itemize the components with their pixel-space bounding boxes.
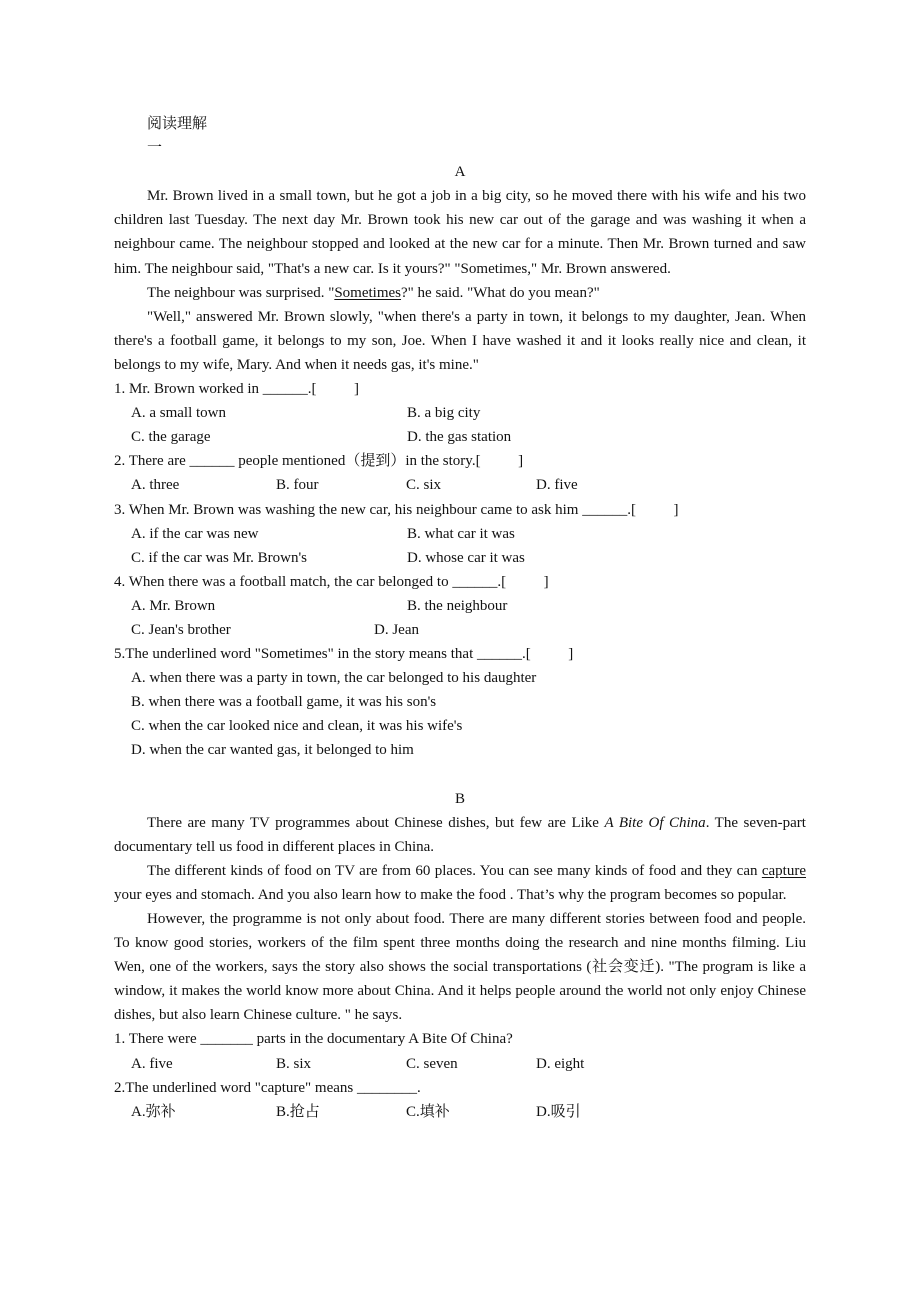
- passage-b-paragraph-2: The different kinds of food on TV are from 60 places. You can see many kinds of food and they can capture your eyes and stomach. And you also learn how to make the food . That’s why the program becomes so popular.: [114, 862, 806, 903]
- underlined-word-sometimes: Sometimes: [334, 284, 402, 301]
- passage-a-label: A: [454, 164, 466, 181]
- option: C. Jean's brother: [131, 621, 231, 638]
- option: A.弥补: [131, 1103, 176, 1120]
- question-a3: 3. When Mr. Brown was washing the new car, his neighbour came to ask him ______.[ ]: [114, 501, 679, 518]
- option: B. four: [276, 477, 319, 494]
- option: B.抢占: [276, 1103, 320, 1120]
- option: C. the garage: [131, 429, 211, 446]
- option: A. Mr. Brown: [131, 597, 216, 614]
- passage-a-paragraph-3: "Well," answered Mr. Brown slowly, "when there's a party in town, it belongs to my daughter, Jean. When there's a football game, it belongs to my son, Joe. When I have washed it and it looks really nice and clean, it belongs to my wife, Mary. And when it needs gas, it's mine.": [114, 308, 806, 373]
- option: D.吸引: [536, 1103, 581, 1120]
- option: A. when there was a party in town, the car belonged to his daughter: [131, 670, 537, 687]
- option: D. whose car it was: [407, 549, 525, 566]
- passage-b-paragraph-1: There are many TV programmes about Chinese dishes, but few are Like A Bite Of China. The seven-part documentary tell us food in different places in China.: [114, 814, 806, 855]
- option: D. five: [536, 477, 578, 494]
- option: C.填补: [406, 1103, 450, 1120]
- passage-a-paragraph-2: The neighbour was surprised. "Sometimes?" he said. "What do you mean?": [147, 284, 600, 301]
- program-title: A Bite Of China: [604, 814, 706, 831]
- question-a1: 1. Mr. Brown worked in ______.[ ]: [114, 381, 359, 398]
- question-b2: 2.The underlined word "capture" means ________.: [114, 1079, 421, 1096]
- question-b2-options: [131, 1100, 806, 1124]
- option: D. when the car wanted gas, it belonged to him: [131, 742, 414, 759]
- question-a1-options: [131, 401, 806, 449]
- underlined-word-capture: capture: [761, 862, 806, 879]
- section-number: 一: [147, 140, 163, 157]
- option: C. if the car was Mr. Brown's: [131, 549, 308, 566]
- option: B. when there was a football game, it was his son's: [131, 694, 437, 711]
- passage-b-paragraph-3: However, the programme is not only about food. There are many different stories between food and people. To know good stories, workers of the film spent three months doing the research and nine months filming. Liu Wen, one of the workers, says the story also shows the social transportations (社会变迁). "The program is like a window, it makes the world know more about China. And it helps people around the world not only enjoy Chinese dishes, but also learn Chinese culture. " he says.: [114, 911, 806, 1024]
- question-a2: 2. There are ______ people mentioned（提到）in the story.[ ]: [114, 453, 524, 470]
- question-a4-options-row2: [131, 618, 806, 642]
- option: A. five: [131, 1055, 173, 1072]
- option: B. what car it was: [407, 525, 515, 542]
- option: D. eight: [536, 1055, 585, 1072]
- option: C. seven: [406, 1055, 458, 1072]
- option: A. a small town: [131, 405, 226, 422]
- document-page: [114, 112, 806, 1124]
- option: C. when the car looked nice and clean, it was his wife's: [131, 718, 463, 735]
- question-a4-options: [131, 594, 806, 618]
- option: C. six: [406, 477, 442, 494]
- option: B. six: [276, 1055, 312, 1072]
- option: B. the neighbour: [407, 597, 508, 614]
- question-a5: 5.The underlined word "Sometimes" in the story means that ______.[ ]: [114, 646, 574, 663]
- option: A. three: [131, 477, 180, 494]
- question-a3-options: [131, 522, 806, 570]
- option: D. Jean: [374, 621, 419, 638]
- option: A. if the car was new: [131, 525, 259, 542]
- question-a4: 4. When there was a football match, the car belonged to ______.[ ]: [114, 573, 549, 590]
- section-title: 阅读理解: [147, 116, 208, 132]
- question-a2-options: [131, 473, 806, 497]
- passage-b-label: B: [454, 790, 465, 807]
- option: B. a big city: [407, 405, 481, 422]
- option: D. the gas station: [407, 429, 512, 446]
- question-b1-options: [131, 1052, 806, 1076]
- question-b1: 1. There were _______ parts in the documentary A Bite Of China?: [114, 1031, 513, 1048]
- passage-a-paragraph-1: Mr. Brown lived in a small town, but he got a job in a big city, so he moved there with his wife and his two children last Tuesday. The next day Mr. Brown took his new car out of the garage and was washing it when a neighbour came. The neighbour stopped and looked at the new car for a minute. Then Mr. Brown turned and saw him. The neighbour said, "That's a new car. Is it yours?" "Sometimes," Mr. Brown answered.: [114, 188, 806, 277]
